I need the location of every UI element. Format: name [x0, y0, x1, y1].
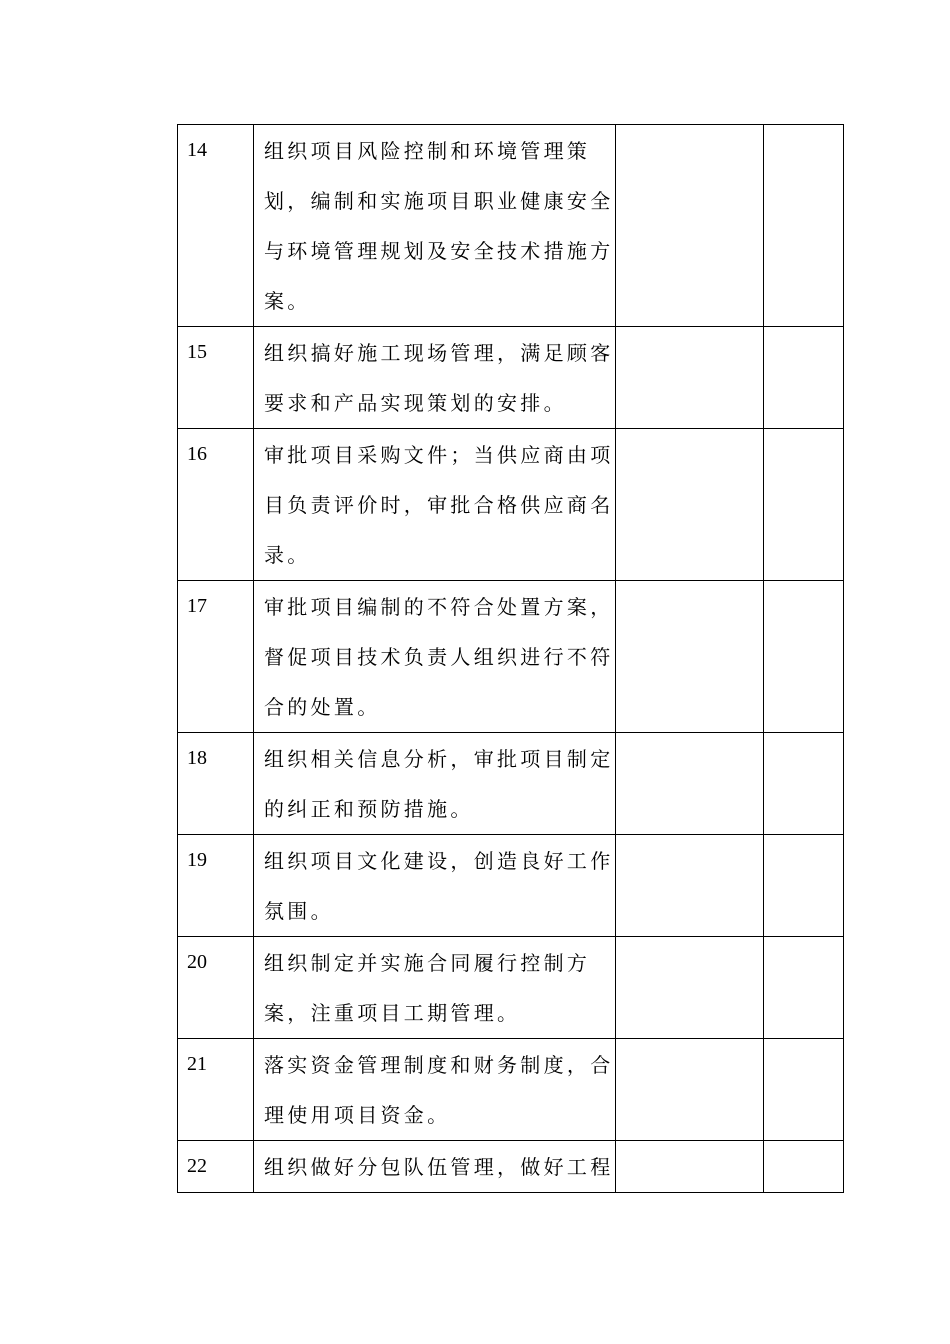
- blank-cell: [616, 835, 764, 937]
- blank-cell: [764, 835, 844, 937]
- description-line: 目负责评价时，审批合格供应商名: [264, 493, 614, 517]
- blank-cell: [764, 1039, 844, 1141]
- item-number: 14: [178, 125, 254, 327]
- responsibility-table: [177, 124, 844, 1193]
- blank-cell: [616, 1039, 764, 1141]
- description-line: 落实资金管理制度和财务制度，合: [264, 1053, 614, 1077]
- description-line: 组织搞好施工现场管理，满足顾客: [264, 341, 614, 365]
- blank-cell: [764, 327, 844, 429]
- item-description: [254, 327, 616, 429]
- table-row: [178, 429, 844, 581]
- blank-cell: [764, 1141, 844, 1193]
- table-body: [178, 125, 844, 1193]
- description-line: 合的处置。: [264, 695, 381, 719]
- description-line: 组织项目风险控制和环境管理策: [264, 139, 591, 163]
- item-number: 18: [178, 733, 254, 835]
- table-row: [178, 581, 844, 733]
- description-line: 理使用项目资金。: [264, 1103, 451, 1127]
- description-line: 录。: [264, 543, 311, 567]
- item-description: [254, 125, 616, 327]
- description-line: 组织做好分包队伍管理，做好工程: [264, 1155, 614, 1179]
- table-row: [178, 835, 844, 937]
- table-row: [178, 1141, 844, 1193]
- description-line: 的纠正和预防措施。: [264, 797, 474, 821]
- description-line: 审批项目采购文件；当供应商由项: [264, 443, 614, 467]
- description-line: 要求和产品实现策划的安排。: [264, 391, 567, 415]
- item-number: 20: [178, 937, 254, 1039]
- item-description: [254, 1039, 616, 1141]
- item-number: 17: [178, 581, 254, 733]
- blank-cell: [616, 429, 764, 581]
- blank-cell: [764, 429, 844, 581]
- blank-cell: [616, 937, 764, 1039]
- description-line: 组织相关信息分析，审批项目制定: [264, 747, 614, 771]
- table-row: [178, 733, 844, 835]
- description-line: 审批项目编制的不符合处置方案，: [264, 595, 614, 619]
- item-number: 15: [178, 327, 254, 429]
- item-number: 19: [178, 835, 254, 937]
- table-row: [178, 327, 844, 429]
- blank-cell: [764, 937, 844, 1039]
- blank-cell: [616, 125, 764, 327]
- blank-cell: [764, 733, 844, 835]
- description-line: 与环境管理规划及安全技术措施方: [264, 239, 614, 263]
- description-line: 案。: [264, 289, 311, 313]
- item-description: [254, 1141, 616, 1193]
- blank-cell: [616, 327, 764, 429]
- description-line: 组织制定并实施合同履行控制方: [264, 951, 591, 975]
- description-line: 氛围。: [264, 899, 334, 923]
- item-description: [254, 733, 616, 835]
- item-description: [254, 937, 616, 1039]
- description-line: 案，注重项目工期管理。: [264, 1001, 521, 1025]
- blank-cell: [764, 125, 844, 327]
- table-row: [178, 125, 844, 327]
- blank-cell: [764, 581, 844, 733]
- item-number: 16: [178, 429, 254, 581]
- item-number: 22: [178, 1141, 254, 1193]
- item-number: 21: [178, 1039, 254, 1141]
- item-description: [254, 429, 616, 581]
- description-line: 督促项目技术负责人组织进行不符: [264, 645, 614, 669]
- blank-cell: [616, 733, 764, 835]
- item-description: [254, 835, 616, 937]
- table-row: [178, 937, 844, 1039]
- blank-cell: [616, 1141, 764, 1193]
- description-line: 划，编制和实施项目职业健康安全: [264, 189, 614, 213]
- description-line: 组织项目文化建设，创造良好工作: [264, 849, 614, 873]
- blank-cell: [616, 581, 764, 733]
- item-description: [254, 581, 616, 733]
- table-row: [178, 1039, 844, 1141]
